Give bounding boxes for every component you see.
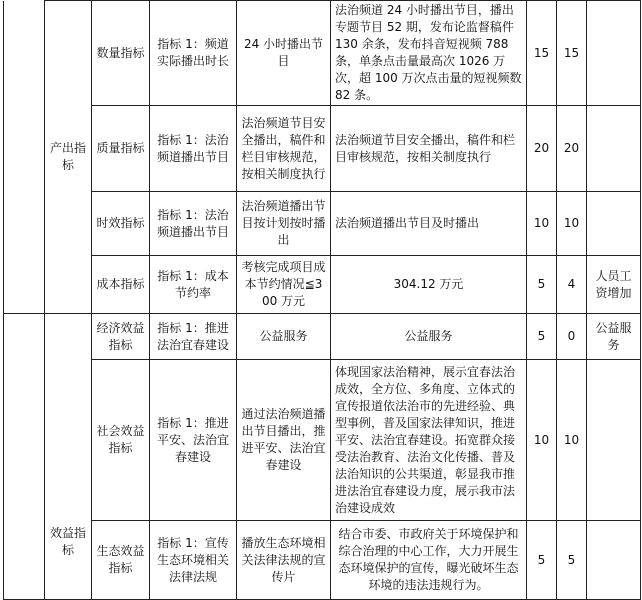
level2-cell: 时效指标 [92,192,150,256]
weight-cell: 5 [527,314,557,360]
note-cell [587,360,641,521]
table-row [4,360,641,521]
table-row [4,192,641,256]
weight-cell: 10 [527,360,557,521]
indicator-cell: 指标 1：法治频道播出节目 [150,192,237,256]
actual-cell: 法治频道节目安全播出，稿件和栏目审核规范，按相关制度执行 [331,106,527,192]
table-row [4,106,641,192]
indicator-cell: 指标 1：法治频道播出节目 [150,106,237,192]
blank-cell [4,1,45,314]
level1-benefit-cell: 效益指标 [45,314,92,600]
weight-cell: 5 [527,256,557,314]
level2-cell: 生态效益指标 [92,521,150,600]
level2-cell: 数量指标 [92,1,150,106]
actual-cell: 法治频道播出节目及时播出 [331,192,527,256]
table-row [4,256,641,314]
target-cell: 法治频道播出节目按计划按时播出 [237,192,331,256]
target-cell: 公益服务 [237,314,331,360]
indicator-cell: 指标 1：推进平安、法治宜春建设 [150,360,237,521]
weight-cell: 10 [527,192,557,256]
table-row [4,1,641,106]
level2-cell: 社会效益指标 [92,360,150,521]
target-cell: 考核完成项目成本节约情况≦300 万元 [237,256,331,314]
actual-cell: 304.12 万元 [331,256,527,314]
score-cell: 5 [557,521,587,600]
target-cell: 法治频道节目安全播出，稿件和栏目审核规范，按相关制度执行 [237,106,331,192]
note-cell [587,1,641,106]
level2-cell: 成本指标 [92,256,150,314]
note-cell: 人员工资增加 [587,256,641,314]
target-cell: 通过法治频道播出节目播出，推进平安、法治宜春建设 [237,360,331,521]
level2-cell: 质量指标 [92,106,150,192]
target-cell: 24 小时播出节目 [237,1,331,106]
note-cell [587,192,641,256]
score-cell: 4 [557,256,587,314]
note-cell: 公益服务 [587,314,641,360]
target-cell: 播放生态环境相关法律法规的宣传片 [237,521,331,600]
weight-cell: 5 [527,521,557,600]
indicator-cell: 指标 1：宣传生态环境相关法律法规 [150,521,237,600]
score-cell: 10 [557,192,587,256]
weight-cell: 20 [527,106,557,192]
blank-cell [4,314,45,600]
note-cell [587,521,641,600]
table-row [4,314,641,360]
level1-output-cell: 产出指标 [45,1,92,314]
indicator-cell: 指标 1：频道实际播出时长 [150,1,237,106]
actual-cell: 法治频道 24 小时播出节目，播出专题节目 52 期，发布论监督稿件 130 余条，发布抖音短视频 788 条，单条点击量最高次 1026 万次，超 100 万次点击量的短视频数 82 条。 [331,1,527,106]
score-cell: 15 [557,1,587,106]
score-cell: 0 [557,314,587,360]
level2-cell: 经济效益指标 [92,314,150,360]
score-cell: 10 [557,360,587,521]
weight-cell: 15 [527,1,557,106]
actual-cell: 结合市委、市政府关于环境保护和综合治理的中心工作，大力开展生态环境保护的宣传，曝光破坏生态环境的违法违规行为。 [331,521,527,600]
actual-cell: 公益服务 [331,314,527,360]
score-cell: 20 [557,106,587,192]
indicator-cell: 指标 1：成本节约率 [150,256,237,314]
actual-cell: 体现国家法治精神，展示宜春法治成效，全方位、多角度、立体式的宣传报道依法治市的先进经验、典型事例，普及国家法律知识，推进平安、法治宜春建设。拓宽群众接受法治教育、法治文化传播、普及法治知识的公共渠道，彰显我市推进法治宜春建设力度，展示我市法治建设成效 [331,360,527,521]
performance-table [3,0,641,600]
table-row [4,521,641,600]
indicator-cell: 指标 1：推进法治宜春建设 [150,314,237,360]
note-cell [587,106,641,192]
